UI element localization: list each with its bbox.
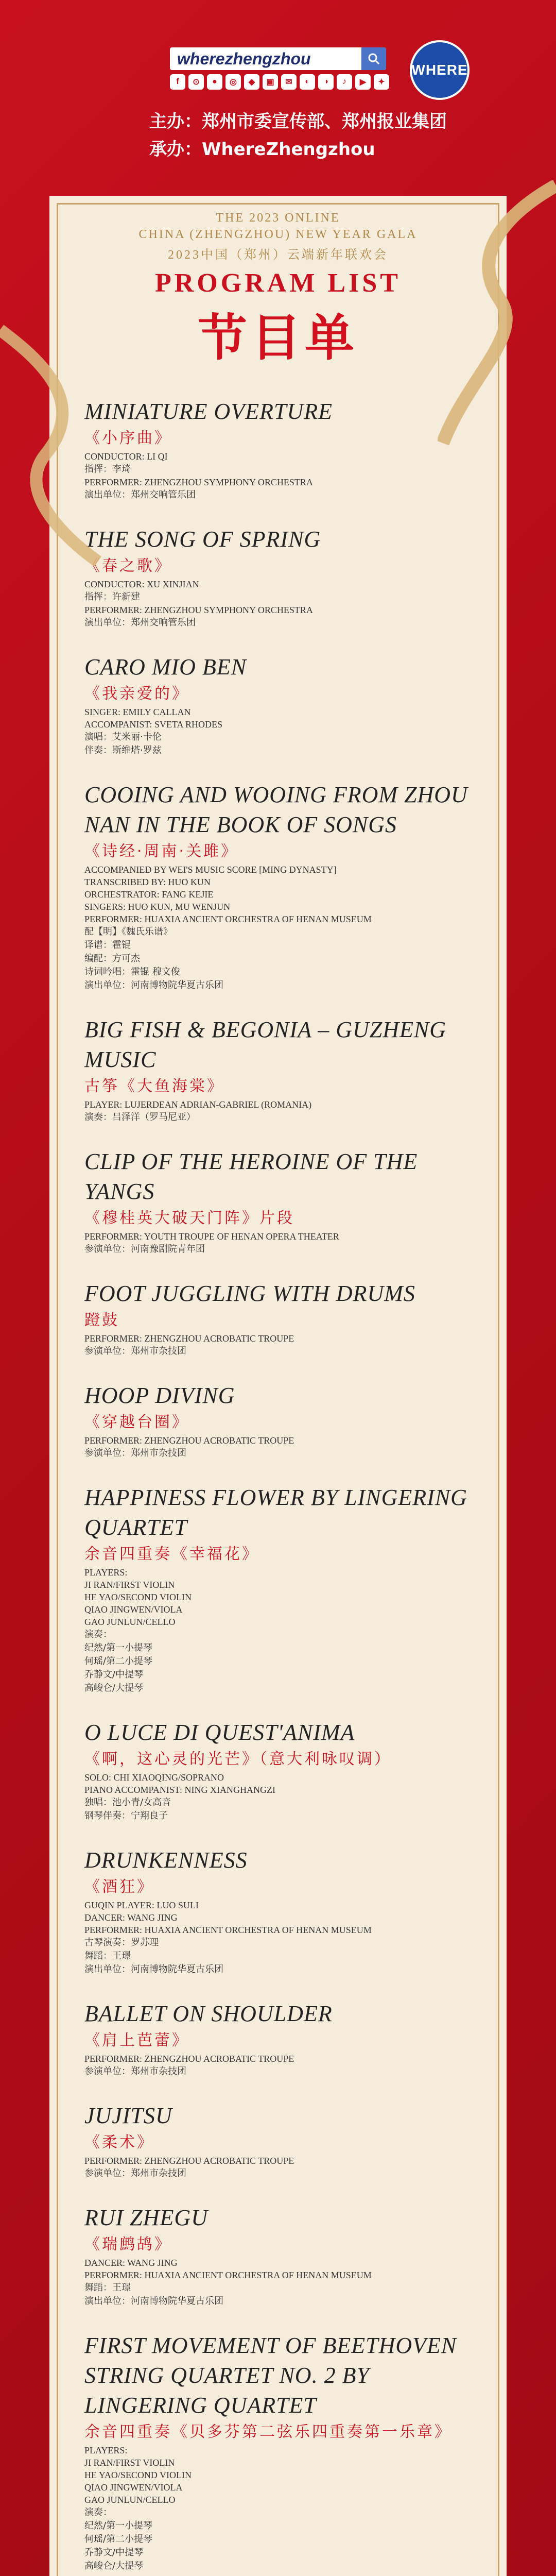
program-detail: 诗词吟唱：霍锟 穆文俊 (84, 967, 180, 977)
gala-title-line2: CHINA (ZHENGZHOU) NEW YEAR GALA (138, 228, 418, 241)
program-detail: 演唱：艾米丽·卡伦 (84, 732, 162, 742)
program-detail: 舞蹈：王璟 (84, 2282, 131, 2293)
search-bar[interactable] (170, 47, 386, 70)
program-detail: 参演单位：郑州市杂技团 (84, 2168, 186, 2179)
program-detail: 独唱：池小青/女高音 (84, 1797, 171, 1808)
program-detail: PERFORMER: HUAXIA ANCIENT ORCHESTRA OF HENAN MUSEUM (84, 914, 372, 924)
program-detail: 舞蹈：王璟 (84, 1951, 131, 1961)
program-detail: 演出单位：河南博物院华夏古乐团 (84, 1964, 223, 1975)
program-title-zh: 蹬鼓 (84, 1311, 119, 1329)
program-detail: 高峻仑/大提琴 (84, 1683, 144, 1693)
program-detail: PERFORMER: HUAXIA ANCIENT ORCHESTRA OF HENAN MUSEUM (84, 2270, 372, 2280)
program-detail: PLAYER: LUJERDEAN ADRIAN-GABRIEL (ROMANIA) (84, 1099, 312, 1110)
program-detail: JI RAN/FIRST VIOLIN (84, 2458, 175, 2468)
program-detail: ACCOMPANIED BY WEI'S MUSIC SCORE [MING DYNASTY] (84, 865, 337, 875)
program-detail: PLAYERS: (84, 1567, 128, 1578)
program-detail: PERFORMER: ZHENGZHOU ACROBATIC TROUPE (84, 2156, 294, 2166)
program-title: RUI ZHEGU (84, 2205, 208, 2230)
program-title-zh: 《诗经·周南·关雎》 (84, 842, 239, 860)
program-detail: CONDUCTOR: XU XINJIAN (84, 579, 199, 589)
social-icon[interactable]: ✦ (374, 74, 389, 90)
program-title: DRUNKENNESS (84, 1848, 248, 1873)
program-title-zh: 《肩上芭蕾》 (84, 2031, 189, 2049)
program-title: HAPPINESS FLOWER BY LINGERING QUARTET (84, 1485, 467, 1540)
program-detail: HE YAO/SECOND VIOLIN (84, 2470, 192, 2480)
program-title-zh: 《穿越台圈》 (84, 1413, 189, 1431)
program-detail: SINGER: EMILY CALLAN (84, 707, 191, 717)
program-item (84, 780, 476, 992)
program-detail: PERFORMER: ZHENGZHOU ACROBATIC TROUPE (84, 1435, 294, 1446)
program-title-zh: 《我亲爱的》 (84, 685, 189, 703)
program-detail: 参演单位：河南豫剧院青年团 (84, 1244, 205, 1255)
program-detail: QIAO JINGWEN/VIOLA (84, 2482, 183, 2493)
program-detail: PERFORMER: ZHENGZHOU SYMPHONY ORCHESTRA (84, 477, 313, 487)
program-item (84, 1483, 476, 1695)
program-title-zh: 《啊，这心灵的光芒》（意大利咏叹调） (84, 1750, 392, 1768)
program-detail: PERFORMER: HUAXIA ANCIENT ORCHESTRA OF HENAN MUSEUM (84, 1925, 372, 1935)
program-item (84, 1015, 476, 1124)
program-detail: 演奏：吕泽洋（罗马尼亚） (84, 1112, 196, 1123)
gala-title-line1: THE 2023 ONLINE (216, 211, 340, 225)
producer-text: 承办：WhereZhengzhou (149, 139, 375, 160)
program-title-zh: 《穆桂英大破天门阵》片段 (84, 1209, 294, 1227)
search-text[interactable]: wherezhengzhou (177, 49, 311, 68)
program-item (84, 2101, 476, 2180)
program-detail: PERFORMER: YOUTH TROUPE OF HENAN OPERA THEATER (84, 1231, 339, 1242)
program-title: COOING AND WOOING FROM ZHOU NAN IN THE BOOK OF SONGS (84, 782, 468, 837)
program-title: HOOP DIVING (84, 1383, 235, 1408)
program-detail: ORCHESTRATOR: FANG KEJIE (84, 889, 214, 900)
social-icon[interactable]: ▣ (263, 74, 278, 90)
program-title: BIG FISH & BEGONIA – GUZHENG MUSIC (84, 1017, 447, 1072)
program-item (84, 1147, 476, 1256)
program-detail: PLAYERS: (84, 2445, 128, 2455)
program-detail: PIANO ACCOMPANIST: NING XIANGHANGZI (84, 1785, 275, 1795)
where-logo: WHERE (410, 40, 470, 100)
program-detail: 演奏： (84, 2507, 112, 2518)
program-detail: PERFORMER: ZHENGZHOU SYMPHONY ORCHESTRA (84, 605, 313, 615)
program-detail: 演奏： (84, 1629, 112, 1640)
program-detail: 纪然/第一小提琴 (84, 2520, 153, 2531)
social-icon[interactable]: f (170, 74, 185, 90)
social-icon[interactable]: ⊙ (188, 74, 204, 90)
social-icon[interactable]: ✉ (281, 74, 297, 90)
program-detail: 演出单位：河南博物院华夏古乐团 (84, 980, 223, 991)
program-detail: SOLO: CHI XIAOQING/SOPRANO (84, 1772, 224, 1783)
program-detail: 钢琴伴奏：宁翔良子 (84, 1810, 168, 1821)
program-item (84, 524, 476, 630)
social-icon[interactable]: ◑ (318, 74, 334, 90)
program-detail: TRANSCRIBED BY: HUO KUN (84, 877, 211, 887)
gold-ribbon-decoration (0, 319, 103, 567)
program-paper (49, 196, 507, 2576)
program-detail: QIAO JINGWEN/VIOLA (84, 1604, 183, 1615)
program-title-zh: 《柔术》 (84, 2133, 154, 2151)
program-detail: JI RAN/FIRST VIOLIN (84, 1580, 175, 1590)
program-title: JUJITSU (84, 2103, 172, 2128)
program-title-zh: 《小序曲》 (84, 429, 172, 447)
program-list-heading-zh: 节目单 (198, 309, 358, 367)
program-item (84, 2331, 476, 2573)
program-title-zh: 余音四重奏《幸福花》 (84, 1545, 259, 1563)
social-icon[interactable]: ● (207, 74, 222, 90)
gold-ribbon-decoration (438, 180, 556, 448)
program-detail: ACCOMPANIST: SVETA RHODES (84, 719, 223, 730)
program-detail: 参演单位：郑州市杂技团 (84, 2066, 186, 2077)
program-detail: 指挥：李琦 (84, 464, 131, 474)
program-item (84, 397, 476, 502)
program-title: THE SONG OF SPRING (84, 527, 321, 552)
program-title: BALLET ON SHOULDER (84, 2001, 333, 2026)
program-detail: 何瑶/第二小提琴 (84, 1656, 153, 1667)
program-detail: HE YAO/SECOND VIOLIN (84, 1592, 192, 1602)
program-detail: 高峻仑/大提琴 (84, 2561, 144, 2571)
program-detail: 乔静文/中提琴 (84, 1669, 144, 1680)
program-detail: 演出单位：郑州交响管乐团 (84, 489, 196, 500)
program-item (84, 1381, 476, 1460)
program-detail: DANCER: WANG JING (84, 1912, 178, 1923)
program-item (84, 1279, 476, 1358)
program-detail: DANCER: WANG JING (84, 2258, 178, 2268)
program-detail: 参演单位：郑州市杂技团 (84, 1448, 186, 1459)
program-items (84, 397, 476, 2576)
social-icon[interactable]: ▶ (355, 74, 371, 90)
program-title-zh: 《酒狂》 (84, 1878, 154, 1896)
search-icon[interactable] (361, 47, 386, 70)
program-detail: 配【明】《魏氏乐谱》 (84, 926, 172, 937)
program-detail: 演出单位：河南博物院华夏古乐团 (84, 2296, 223, 2307)
program-title-zh: 古筝《大鱼海棠》 (84, 1077, 224, 1095)
program-detail: 何瑶/第二小提琴 (84, 2534, 153, 2545)
program-detail: GAO JUNLUN/CELLO (84, 1617, 176, 1627)
program-title: CARO MIO BEN (84, 654, 247, 680)
program-title-zh: 余音四重奏《贝多芬第二弦乐四重奏第一乐章》 (84, 2423, 452, 2441)
program-title: FIRST MOVEMENT OF BEETHOVEN STRING QUARTET NO. 2 BY LINGERING QUARTET (84, 2333, 457, 2418)
program-title: CLIP OF THE HEROINE OF THE YANGS (84, 1149, 418, 1204)
program-item (84, 2203, 476, 2308)
program-detail: 译谱：霍锟 (84, 940, 131, 951)
social-icon[interactable]: ◆ (244, 74, 259, 90)
program-item (84, 1718, 476, 1823)
program-title: MINIATURE OVERTURE (84, 399, 333, 424)
program-item (84, 1999, 476, 2078)
program-title-zh: 《瑞鹧鸪》 (84, 2235, 172, 2253)
program-detail: PERFORMER: ZHENGZHOU ACROBATIC TROUPE (84, 2054, 294, 2064)
program-detail: 纪然/第一小提琴 (84, 1642, 153, 1653)
program-detail: SINGERS: HUO KUN, MU WENJUN (84, 902, 231, 912)
program-detail: 指挥：许新建 (84, 591, 140, 602)
program-item (84, 652, 476, 757)
social-icons (170, 74, 389, 90)
program-detail: 参演单位：郑州市杂技团 (84, 1346, 186, 1357)
social-icon[interactable]: ◎ (225, 74, 241, 90)
program-item (84, 1845, 476, 1976)
social-icon[interactable]: ♪ (337, 74, 352, 90)
program-detail: 伴奏：斯维塔·罗兹 (84, 745, 162, 756)
program-detail: 演出单位：郑州交响管乐团 (84, 617, 196, 628)
program-detail: CONDUCTOR: LI QI (84, 451, 168, 462)
program-title: O LUCE DI QUEST'ANIMA (84, 1720, 355, 1745)
program-title: FOOT JUGGLING WITH DRUMS (84, 1281, 415, 1306)
program-title-zh: 《春之歌》 (84, 557, 172, 575)
organizer-text: 主办：郑州市委宣传部、郑州报业集团 (149, 111, 447, 132)
program-list-heading: PROGRAM LIST (155, 268, 401, 298)
program-detail: 乔静文/中提琴 (84, 2547, 144, 2558)
program-detail: GUQIN PLAYER: LUO SULI (84, 1900, 199, 1910)
social-icon[interactable]: ◐ (300, 74, 315, 90)
gala-title-line3: 2023中国（郑州）云端新年联欢会 (168, 248, 388, 262)
program-detail: GAO JUNLUN/CELLO (84, 2495, 176, 2505)
program-detail: PERFORMER: ZHENGZHOU ACROBATIC TROUPE (84, 1333, 294, 1344)
program-detail: 编配：方可杰 (84, 953, 140, 964)
program-detail: 古琴演奏：罗苏理 (84, 1937, 159, 1948)
